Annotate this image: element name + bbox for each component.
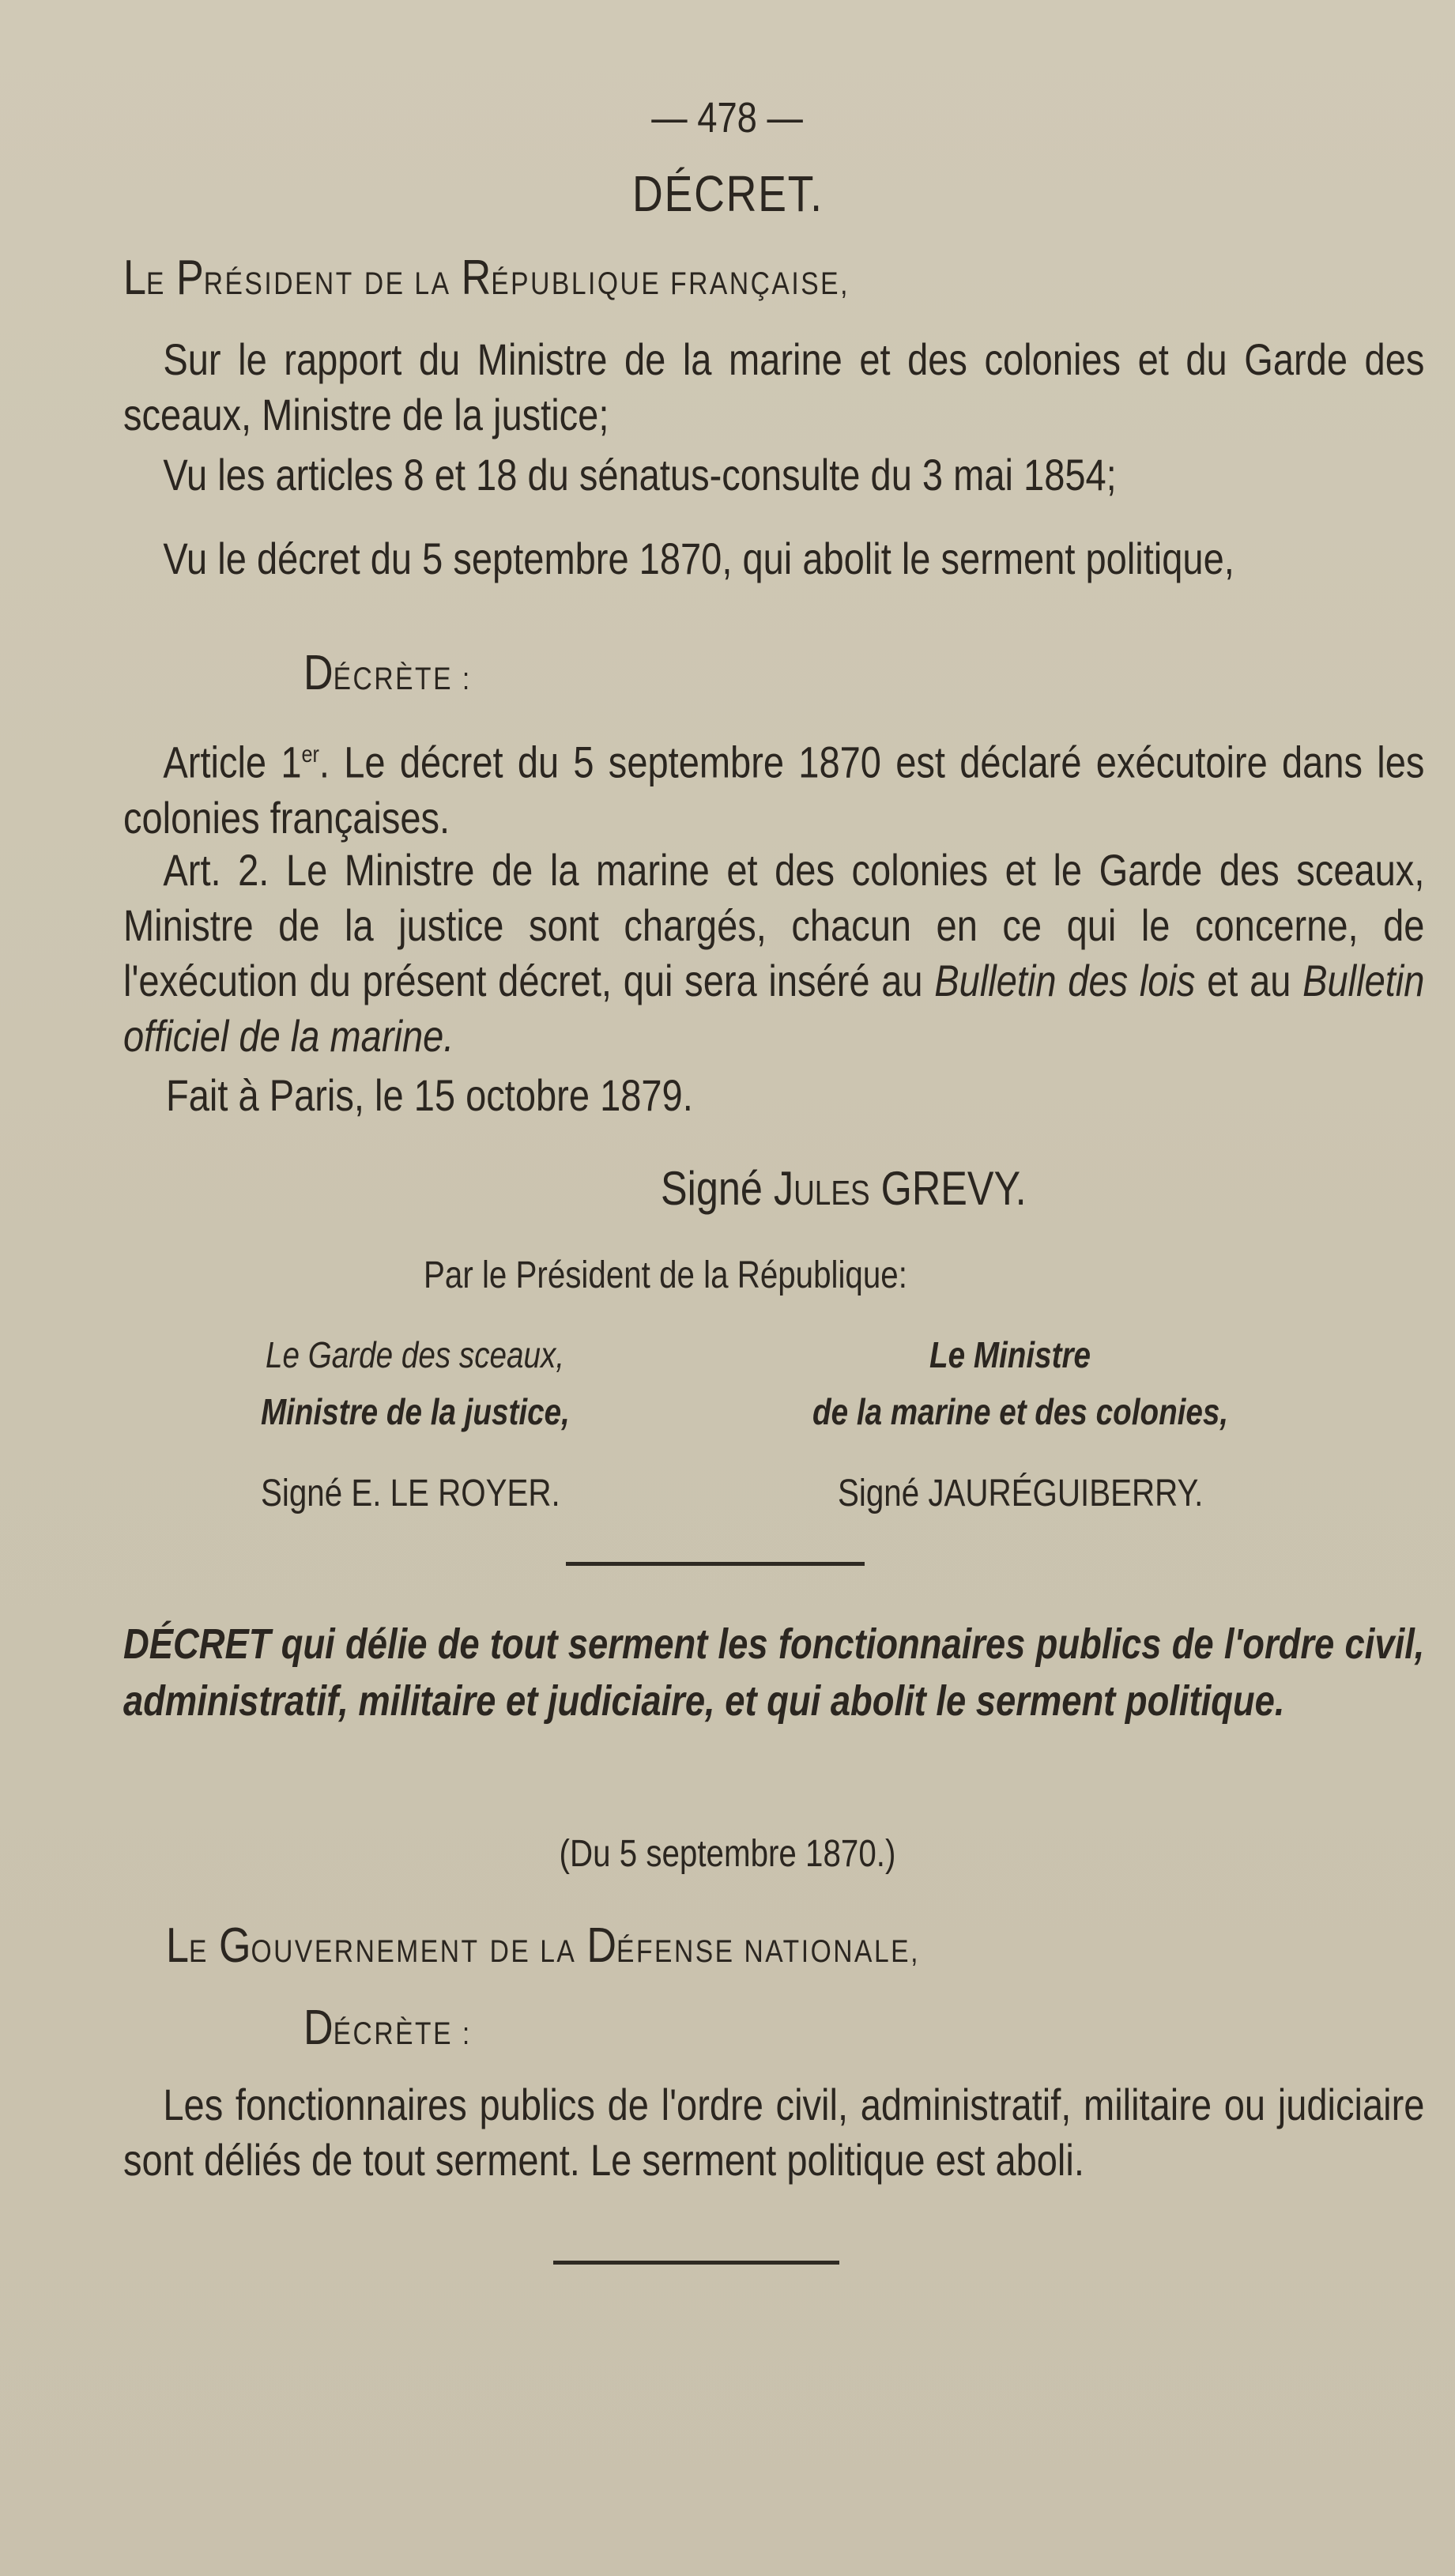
- end-divider: [553, 2261, 839, 2265]
- decree2-date: (Du 5 septembre 1870.): [559, 1833, 896, 1875]
- decree2-title: DÉCRET qui délie de tout serment les fonctionnaires publics de l'ordre civil, administratif, militaire et judiciaire, et qui abolit le serment politique.: [123, 1620, 1425, 1725]
- left-sig-subtitle: Ministre de la justice,: [261, 1391, 570, 1432]
- signature-president: Signé JULES GREVY.: [661, 1162, 1027, 1215]
- article-2: Art. 2. Le Ministre de la marine et des colonies et le Garde des sceaux, Ministre de la justice sont chargés, chacun en ce qui le concerne, de l'exécution du présent décret, qui sera inséré au Bulletin des lois et au Bulletin officiel de la marine.: [123, 845, 1425, 1061]
- page-number: — 478 —: [651, 94, 804, 141]
- decrete-heading: DÉCRÈTE :: [303, 646, 472, 700]
- gouvernement-header: LE GOUVERNEMENT DE LA DÉFENSE NATIONALE,: [166, 1918, 920, 1973]
- president-header: LE PRÉSIDENT DE LA RÉPUBLIQUE FRANÇAISE,: [123, 251, 850, 305]
- decree-title: DÉCRET.: [631, 165, 824, 222]
- paragraph-vu-decret: Vu le décret du 5 septembre 1870, qui abolit le serment politique,: [163, 534, 1234, 583]
- decree2-body: Les fonctionnaires publics de l'ordre civil, administratif, militaire ou judiciaire sont déliés de tout serment. Le serment politique est aboli.: [123, 2080, 1425, 2185]
- right-sig-signed: Signé JAURÉGUIBERRY.: [838, 1473, 1204, 1514]
- par-le-president: Par le Président de la République:: [424, 1254, 907, 1296]
- fait-a-paris: Fait à Paris, le 15 octobre 1879.: [166, 1070, 693, 1120]
- paragraph-rapport: Sur le rapport du Ministre de la marine et des colonies et du Garde des sceaux, Ministre de la justice;: [123, 334, 1425, 439]
- right-sig-subtitle: de la marine et des colonies,: [812, 1391, 1229, 1432]
- section-divider: [566, 1562, 865, 1566]
- left-sig-signed: Signé E. LE ROYER.: [261, 1473, 560, 1514]
- paragraph-vu-articles: Vu les articles 8 et 18 du sénatus-consulte du 3 mai 1854;: [163, 450, 1117, 500]
- article-1: Article 1er. Le décret du 5 septembre 1870 est déclaré exécutoire dans les colonies françaises.: [123, 737, 1425, 843]
- right-sig-title: Le Ministre: [929, 1334, 1091, 1375]
- decree2-decrete-heading: DÉCRÈTE :: [303, 2001, 472, 2055]
- left-sig-title: Le Garde des sceaux,: [266, 1334, 565, 1375]
